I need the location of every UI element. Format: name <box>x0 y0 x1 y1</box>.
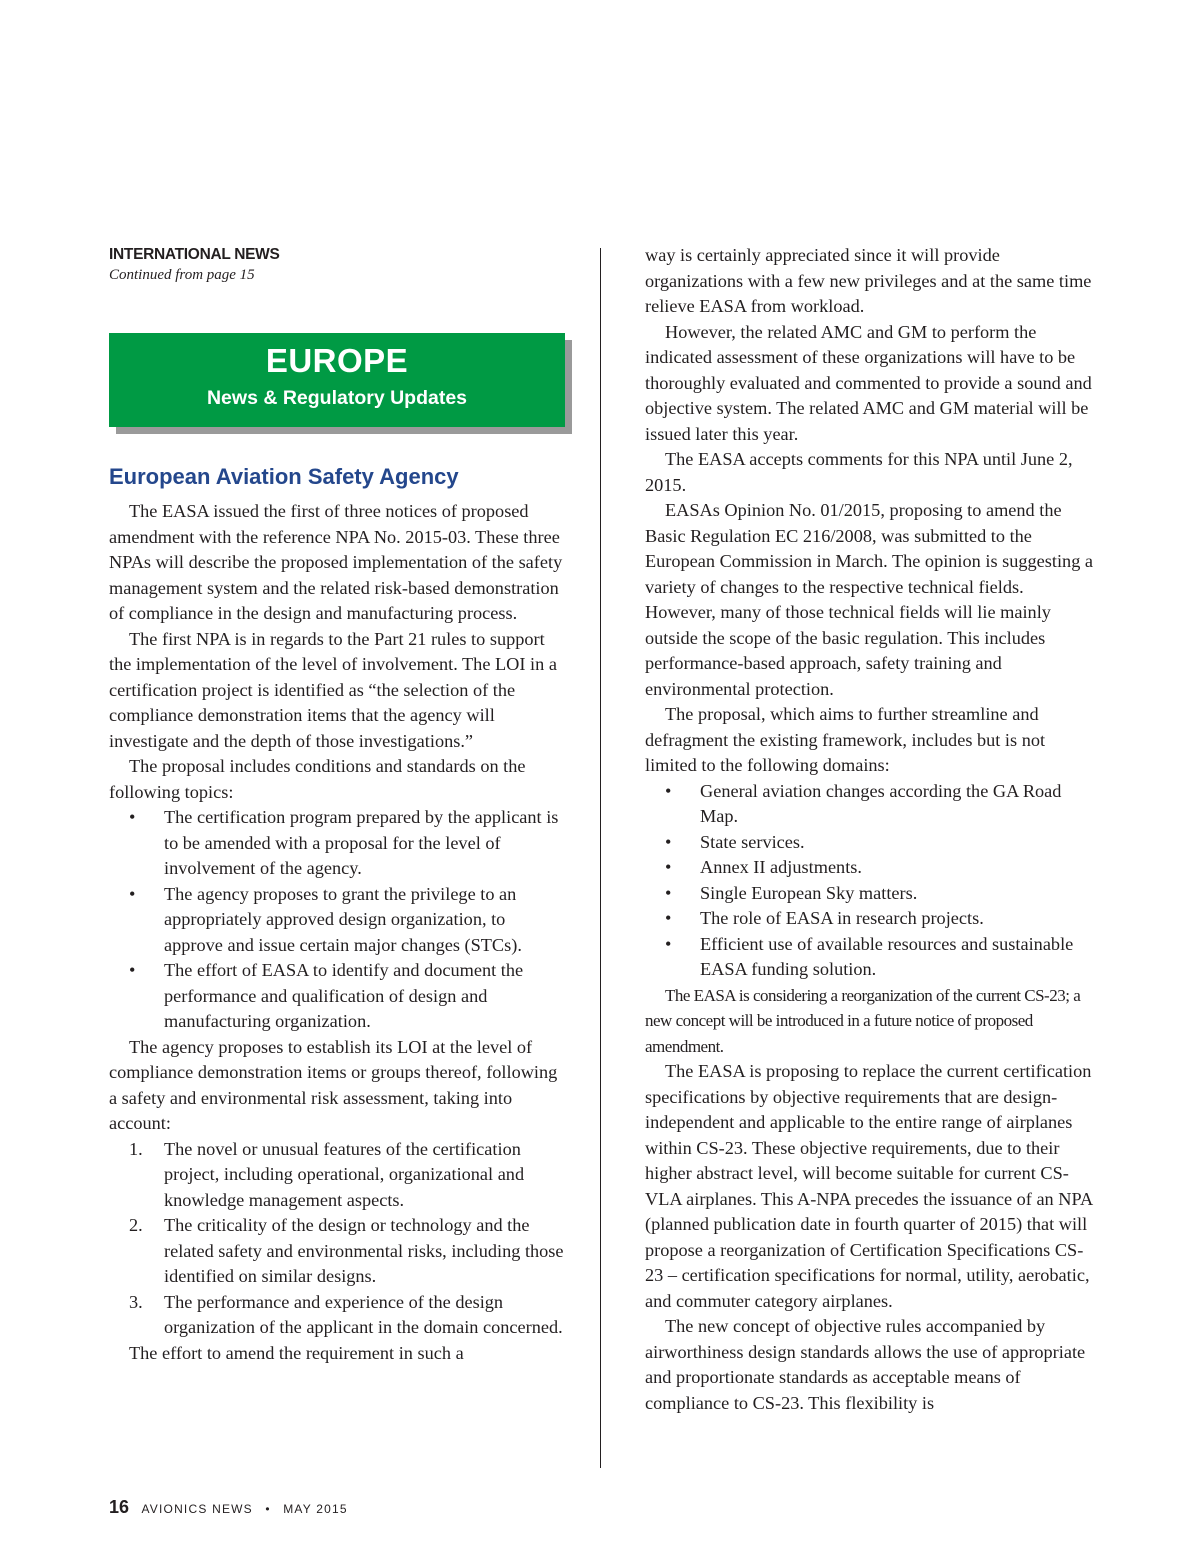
paragraph: EASAs Opinion No. 01/2015, proposing to amend the Basic Regulation EC 216/2008, was submitted to the European Commission in March. The opinion is suggesting a variety of changes to the respective technical fields. However, many of those technical fields will lie mainly outside the scope of the basic regulation. This includes performance-based approach, safety training and environmental protection. <box>645 500 1094 699</box>
paragraph: The EASA issued the first of three notices of proposed amendment with the reference NPA No. 2015-03. These three NPAs will describe the proposed implementation of the safety management system and the related risk-based demonstration of compliance in the design and manufacturing process. <box>109 501 563 623</box>
list-item: 3. The performance and experience of the design organization of the applicant in the domain concerned. <box>129 1291 563 1337</box>
list-item: • Single European Sky matters. <box>645 881 1097 907</box>
bullet-marker: • <box>665 933 672 954</box>
paragraph: The agency proposes to establish its LOI at the level of compliance demonstration items or groups thereof, following a safety and environmental risk assessment, taking into account: <box>109 1036 558 1133</box>
number-marker: 3. <box>129 1291 143 1312</box>
paragraph: The effort to amend the requirement in such a <box>129 1342 464 1363</box>
paragraph: The proposal includes conditions and standards on the following topics: <box>109 756 526 802</box>
number-marker: 1. <box>129 1138 143 1159</box>
list-item: • The certification program prepared by the applicant is to be amended with a proposal for the level of involvement of the agency. <box>129 807 559 878</box>
right-column <box>645 243 1097 1416</box>
page-footer <box>109 1497 348 1518</box>
list-item: 2. The criticality of the design or technology and the related safety and environmental risks, including those identified on similar designs. <box>129 1215 564 1286</box>
paragraph: The first NPA is in regards to the Part 21 rules to support the implementation of the level of involvement. The LOI in a certification project is identified as “the selection of the compliance demonstration items that the agency will investigate and the depth of those investigations.” <box>109 628 557 751</box>
paragraph: The proposal, which aims to further streamline and defragment the existing framework, includes but is not limited to the following domains: <box>645 704 1046 775</box>
paragraph: The EASA is considering a reorganization of the current CS-23; a new concept will be introduced in a future notice of proposed amendment. <box>645 985 1081 1056</box>
list-item: 1. The novel or unusual features of the certification project, including operational, organizational and knowledge management aspects. <box>129 1138 525 1210</box>
list-item: • Annex II adjustments. <box>645 855 1097 881</box>
region-banner <box>109 333 565 427</box>
list-item: • The effort of EASA to identify and document the performance and qualification of design and manufacturing organization. <box>129 960 524 1031</box>
list-item: • The agency proposes to grant the privilege to an appropriately approved design organization, to approve and issue certain major changes (STCs). <box>129 883 522 955</box>
bullet-marker: • <box>665 831 672 852</box>
banner-box <box>109 333 565 427</box>
list-item: • The role of EASA in research projects. <box>645 906 1097 932</box>
bullet-marker: • <box>665 882 672 903</box>
numbered-list <box>109 1137 567 1341</box>
bullet-marker: • <box>129 883 136 904</box>
list-item: • General aviation changes according the GA Road Map. <box>665 780 1062 826</box>
footer-separator: • <box>265 1502 271 1516</box>
paragraph: The EASA accepts comments for this NPA until June 2, 2015. <box>645 449 1073 495</box>
paragraph: The EASA is proposing to replace the current certification specifications by objective requirements that are design-independent and applicable to the entire range of airplanes within CS-23. These objective requirements, due to their higher abstract level, will become suitable for current CS-VLA airplanes. This A-NPA precedes the issuance of an NPA (planned publication date in fourth quarter of 2015) that will propose a reorganization of Certification Specifications CS-23 – certification specifications for normal, utility, aerobatic, and commuter category airplanes. <box>645 1061 1093 1311</box>
section-label: INTERNATIONAL NEWS <box>109 246 280 263</box>
list-item: • State services. <box>645 830 1097 856</box>
paragraph: way is certainly appreciated since it will provide organizations with a few new privileges and at the same time relieve EASA from workload. <box>645 245 1092 316</box>
paragraph: However, the related AMC and GM to perform the indicated assessment of these organizations will have to be thoroughly evaluated and commented to provide a sound and objective system. The related AMC and GM material will be issued later this year. <box>645 321 1092 444</box>
bullet-marker: • <box>129 807 136 827</box>
bullet-marker: • <box>665 908 672 928</box>
publication-name: AVIONICS NEWS <box>141 1502 253 1516</box>
bullet-list <box>645 779 1097 983</box>
bullet-marker: • <box>665 780 672 801</box>
bullet-marker: • <box>129 960 136 980</box>
banner-title: EUROPE <box>265 342 409 379</box>
page-number: 16 <box>109 1497 130 1517</box>
bullet-list <box>109 805 567 1035</box>
list-item: • Efficient use of available resources and sustainable EASA funding solution. <box>665 933 1074 979</box>
banner-subtitle: News & Regulatory Updates <box>206 387 468 409</box>
agency-heading: European Aviation Safety Agency <box>109 464 459 489</box>
number-marker: 2. <box>129 1215 143 1235</box>
paragraph: The new concept of objective rules accompanied by airworthiness design standards allows the use of appropriate and proportionate standards as acceptable means of compliance to CS-23. This flexibility is <box>645 1316 1086 1413</box>
continued-note: Continued from page 15 <box>109 267 255 283</box>
left-column <box>109 243 567 1366</box>
column-divider <box>600 248 601 1468</box>
issue-date: MAY 2015 <box>283 1502 348 1516</box>
bullet-marker: • <box>665 857 672 877</box>
